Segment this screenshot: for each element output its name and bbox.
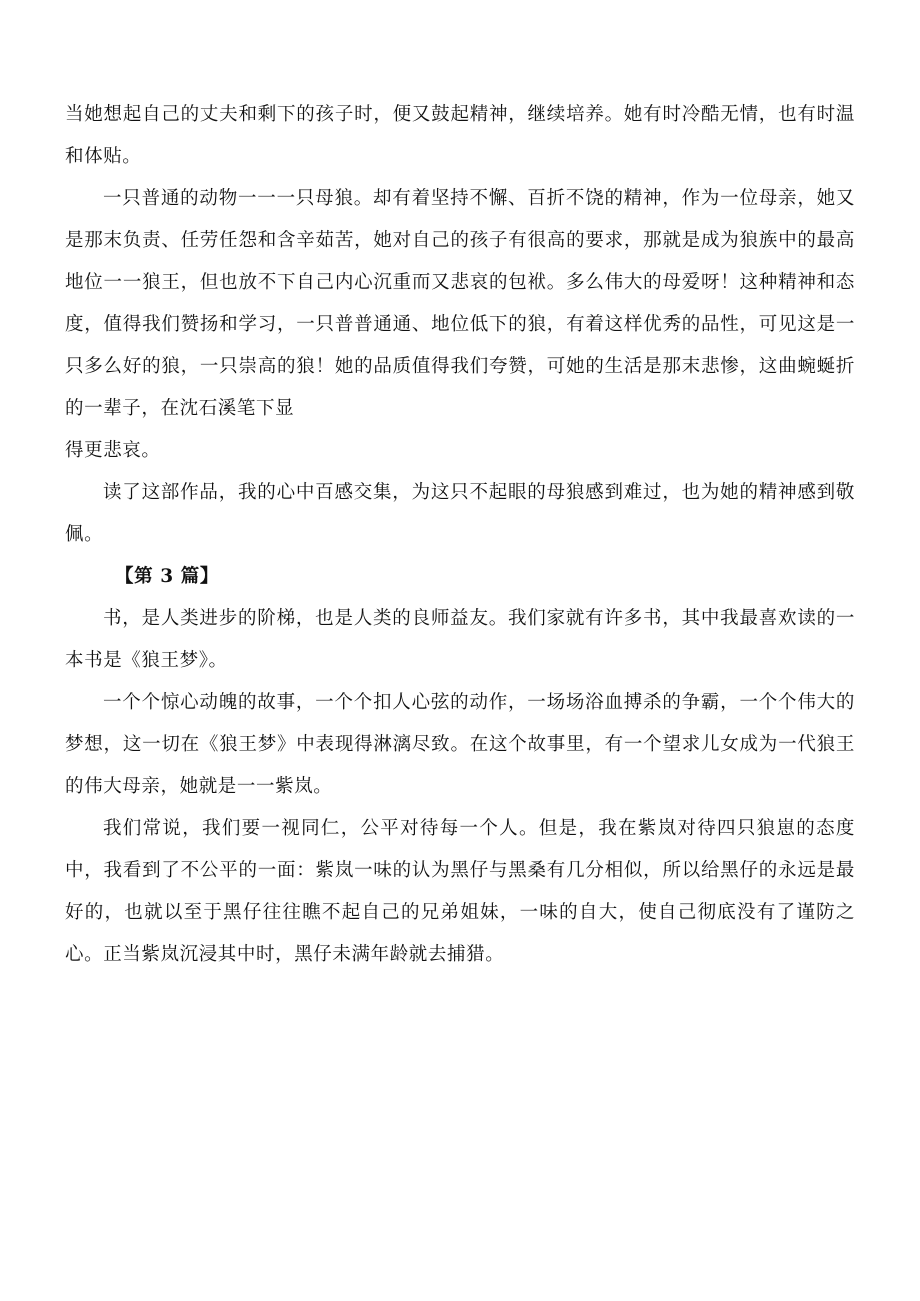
section-paragraph-3: 我们常说，我们要一视同仁，公平对待每一个人。但是，我在紫岚对待四只狼崽的态度中，我看到了不公平的一面：紫岚一味的认为黑仔与黑桑有几分相似，所以给黑仔的永远是最好的，也就以至于黑仔往往瞧不起自己的兄弟姐妹，一味的自大，使自己彻底没有了谨防之心。正当紫岚沉浸其中时，黑仔未满年龄就去捕猎。 xyxy=(65,818,855,965)
paragraph-2: 一只普通的动物一一一只母狼。却有着坚持不懈、百折不饶的精神，作为一位母亲，她又是那末负责、任劳任怨和含辛茹苦，她对自己的孩子有很高的要求，那就是成为狼族中的最高地位一一狼王，但也放不下自己内心沉重而又悲哀的包袱。多么伟大的母爱呀！这种精神和态度，值得我们赞扬和学习，一只普普通通、地位低下的狼，有着这样优秀的品性，可见这是一只多么好的狼，一只崇高的狼！她的品质值得我们夸赞，可她的生活是那末悲惨，这曲蜿蜒折的一辈子，在沈石溪笔下显 xyxy=(65,188,855,419)
paragraph-2-continuation: 得更悲哀。 xyxy=(65,440,161,461)
section-paragraph-1: 书，是人类进步的阶梯，也是人类的良师益友。我们家就有许多书，其中我最喜欢读的一本书是《狼王梦》。 xyxy=(65,608,855,671)
section-heading: 【第 3 篇】 xyxy=(115,566,219,587)
section-paragraph-2: 一个个惊心动魄的故事，一个个扣人心弦的动作，一场场浴血搏杀的争霸，一个个伟大的梦想，这一切在《狼王梦》中表现得淋漓尽致。在这个故事里，有一个望求儿女成为一代狼王的伟大母亲，她就是一一紫岚。 xyxy=(65,692,855,797)
document-body xyxy=(65,94,855,976)
paragraph-1: 当她想起自己的丈夫和剩下的孩子时，便又鼓起精神，继续培养。她有时冷酷无情，也有时温和体贴。 xyxy=(65,104,855,167)
paragraph-3: 读了这部作品，我的心中百感交集，为这只不起眼的母狼感到难过，也为她的精神感到敬佩。 xyxy=(65,482,855,545)
